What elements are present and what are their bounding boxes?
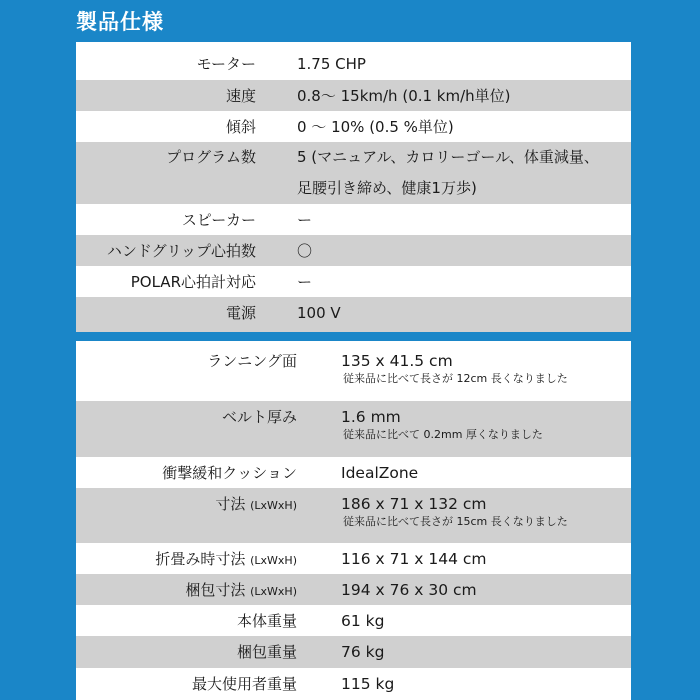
spec-row-speed — [76, 80, 631, 111]
spec-row-max-user-weight — [76, 668, 631, 699]
spec-label-unit: (LxWxH) — [250, 585, 297, 598]
spec-value: 116 x 71 x 144 cm — [341, 550, 487, 568]
spec-value: IdealZone — [341, 464, 419, 482]
spec-label-unit: (LxWxH) — [250, 554, 297, 567]
spec-label: 梱包重量 — [236, 643, 297, 661]
spec-row-package-dimensions — [76, 574, 631, 605]
spec-value: 61 kg — [341, 612, 385, 630]
spec-row-cushion — [76, 457, 631, 488]
spec-label — [155, 543, 297, 577]
spec-value-main: 1.6 mm — [341, 408, 401, 426]
spec-value-main: 186 x 71 x 132 cm — [341, 495, 487, 513]
spec-value-note: 従来品に比べて 0.2mm 厚くなりました — [343, 428, 543, 441]
spec-value — [297, 142, 599, 204]
spec-row-body-weight — [76, 605, 631, 636]
spec-table-basic — [76, 42, 631, 332]
spec-row-running-surface — [76, 345, 631, 401]
spec-label: 速度 — [225, 87, 256, 105]
spec-value-note: 従来品に比べて長さが 15cm 長くなりました — [343, 515, 568, 528]
spec-value — [341, 488, 568, 528]
spec-row-package-weight — [76, 636, 631, 668]
spec-value — [341, 345, 568, 385]
spec-value: 0 ～ 10% (0.5 %単位) — [297, 118, 454, 136]
spec-row-folded-dimensions — [76, 543, 631, 574]
spec-label: プログラム数 — [166, 148, 256, 166]
spec-value-main: 135 x 41.5 cm — [341, 352, 453, 370]
spec-label: 衝撃緩和クッション — [162, 464, 297, 482]
spec-value: 100 V — [297, 304, 341, 322]
spec-value-line1: 5 (マニュアル、カロリーゴール、体重減量、 — [297, 148, 599, 166]
spec-row-belt-thickness — [76, 401, 631, 457]
spec-label: ベルト厚み — [221, 408, 297, 426]
spec-value: 115 kg — [341, 675, 395, 693]
spec-row-dimensions — [76, 488, 631, 543]
spec-label-text: 梱包寸法 — [185, 581, 246, 599]
spec-label: POLAR心拍計対応 — [130, 273, 256, 291]
spec-value: 76 kg — [341, 643, 385, 661]
spec-value: ー — [297, 273, 313, 291]
spec-label-unit: (LxWxH) — [250, 499, 297, 512]
spec-label: ハンドグリップ心拍数 — [106, 242, 256, 260]
spec-label: 電源 — [225, 304, 256, 322]
spec-row-motor — [76, 48, 631, 80]
page-title: 製品仕様 — [76, 10, 164, 34]
spec-value — [341, 401, 543, 441]
spec-row-programs — [76, 142, 631, 204]
spec-value: 〇 — [297, 242, 313, 260]
spec-label — [215, 488, 297, 522]
spec-label: 本体重量 — [236, 612, 297, 630]
spec-table-dimensions — [76, 341, 631, 700]
spec-value-line2: 足腰引き締め、健康1万歩) — [297, 179, 477, 197]
spec-label-text: 寸法 — [215, 495, 246, 513]
spec-label-text: 折畳み時寸法 — [155, 550, 246, 568]
spec-value: 194 x 76 x 30 cm — [341, 581, 477, 599]
spec-label: 傾斜 — [225, 118, 256, 136]
spec-label: 最大使用者重量 — [191, 675, 297, 693]
spec-row-speaker — [76, 204, 631, 235]
spec-label: スピーカー — [181, 211, 256, 229]
spec-row-polar — [76, 266, 631, 297]
spec-row-power — [76, 297, 631, 332]
spec-label: ランニング面 — [207, 352, 297, 370]
spec-row-grip-heart-rate — [76, 235, 631, 266]
spec-label: モーター — [196, 55, 256, 73]
spec-label — [185, 574, 297, 608]
spec-value: 1.75 CHP — [297, 55, 366, 73]
spec-row-incline — [76, 111, 631, 142]
spec-value-note: 従来品に比べて長さが 12cm 長くなりました — [343, 372, 568, 385]
spec-value: 0.8～ 15km/h (0.1 km/h単位) — [297, 87, 511, 105]
spec-value: ー — [297, 211, 313, 229]
